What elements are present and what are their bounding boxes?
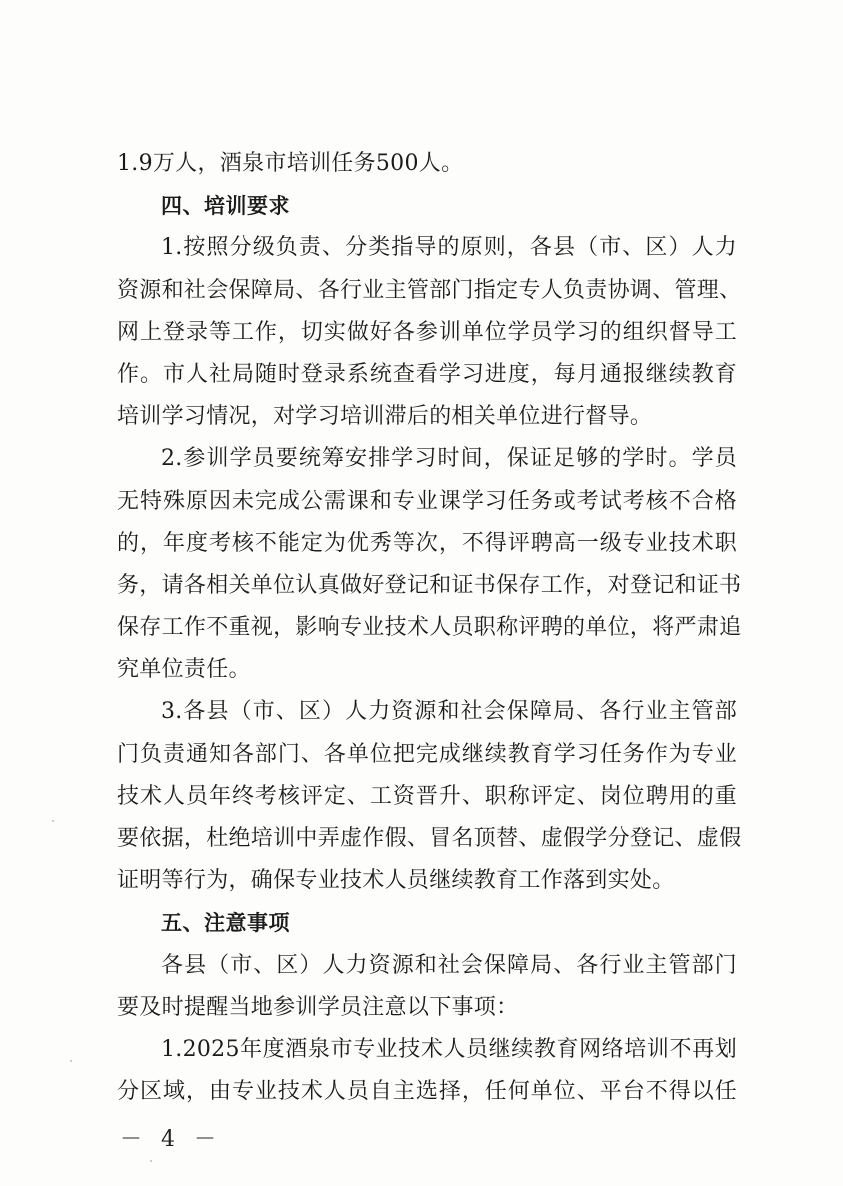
paragraph-line: 1.按照分级负责、分类指导的原则，各县（市、区）人力 [161,235,737,261]
body-line: 1.9万人，酒泉市培训任务500人。 [117,151,464,176]
page-number: － 4 － [120,1127,222,1152]
paragraph-line: 分区域，由专业技术人员自主选择，任何单位、平台不得以任 [117,1079,737,1105]
paragraph-line: 2.参训学员要统筹安排学习时间，保证足够的学时。学员 [161,446,737,472]
section-heading-notes: 五、注意事项 [161,911,290,936]
document-body [117,143,742,1113]
section-heading-training-requirements: 四、培训要求 [161,194,290,219]
paragraph-line: 网上登录等工作，切实做好各参训单位学员学习的组织督导工 [117,319,737,345]
scan-speck [150,1160,152,1162]
paragraph-line: 3.各县（市、区）人力资源和社会保障局、各行业主管部 [161,699,737,725]
paragraph-line: 培训学习情况，对学习培训滞后的相关单位进行督导。 [117,404,653,430]
paragraph-line: 要及时提醒当地参训学员注意以下事项： [117,994,519,1020]
paragraph-line: 要依据，杜绝培训中弄虚作假、冒名顶替、虚假学分登记、虚假 [117,826,742,851]
paragraph-line: 作。市人社局随时登录系统查看学习进度，每月通报继续教育 [117,361,737,387]
paragraph-line: 技术人员年终考核评定、工资晋升、职称评定、岗位聘用的重 [117,783,737,809]
paragraph-line: 门负责通知各部门、各单位把完成继续教育学习任务作为专业 [117,741,737,767]
paragraph-line: 各县（市、区）人力资源和社会保障局、各行业主管部门 [161,952,737,978]
paragraph-line: 证明等行为，确保专业技术人员继续教育工作落到实处。 [117,868,675,894]
paragraph-line: 究单位责任。 [117,657,251,683]
paragraph-line: 保存工作不重视，影响专业技术人员职称评聘的单位，将严肃追 [117,615,742,641]
paragraph-line: 无特殊原因未完成公需课和专业课学习任务或考试考核不合格 [117,488,737,514]
paragraph-line: 1.2025年度酒泉市专业技术人员继续教育网络培训不再划 [161,1036,737,1062]
paragraph-line: 资源和社会保障局、各行业主管部门指定专人负责协调、管理、 [117,277,742,303]
scan-speck [70,1060,72,1062]
scan-speck [52,820,54,822]
paragraph-line: 的，年度考核不能定为优秀等次，不得评聘高一级专业技术职 [117,530,737,556]
paragraph-line: 务，请各相关单位认真做好登记和证书保存工作，对登记和证书 [117,572,742,598]
